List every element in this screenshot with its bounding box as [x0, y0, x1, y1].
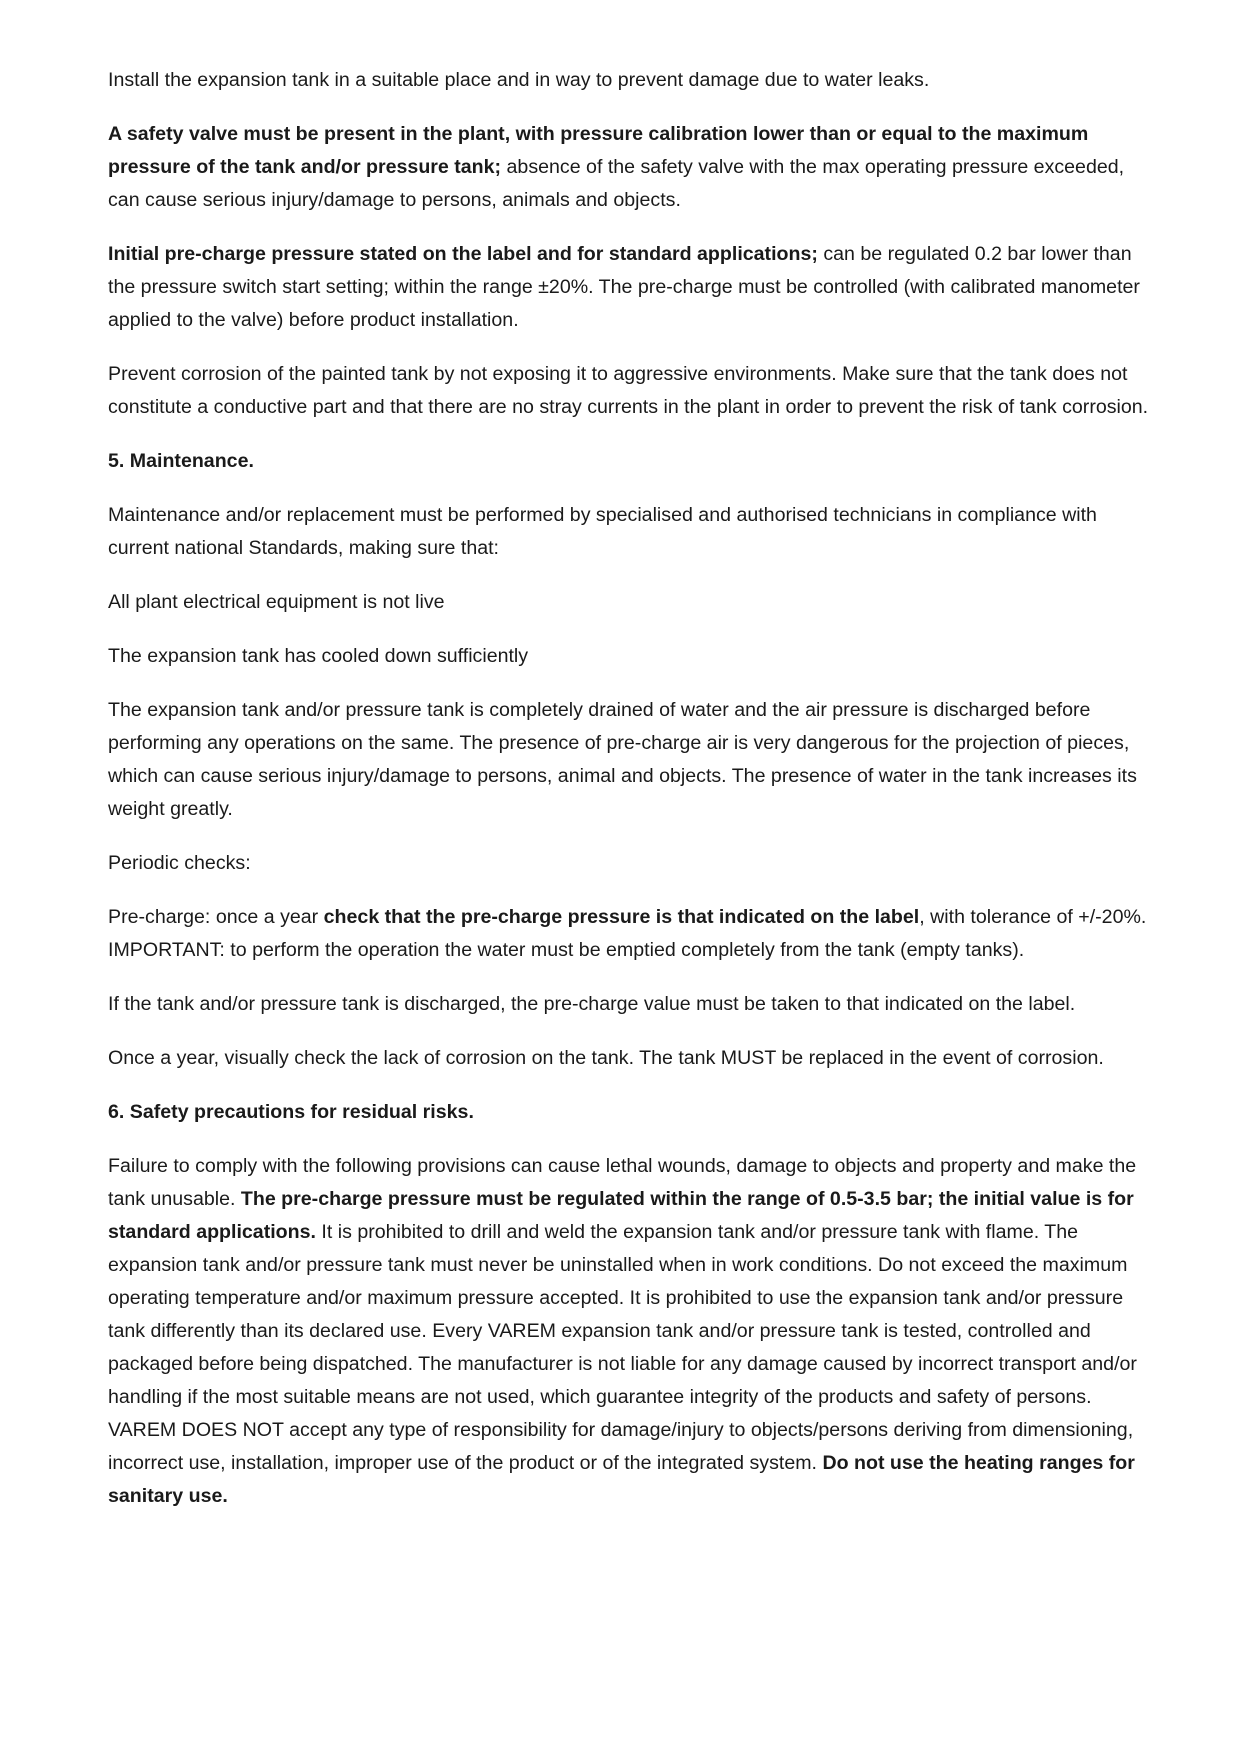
residual-risks-lead: Failure to comply with the following provisions can cause lethal wounds, damage to objects and property and make the tank unusable. [108, 1155, 1137, 1210]
paragraph-visual-check: Once a year, visually check the lack of corrosion on the tank. The tank MUST be replaced in the event of corrosion. [108, 1047, 1104, 1069]
paragraph-periodic-checks: Periodic checks: [108, 852, 251, 874]
precharge-check-lead: Pre-charge: once a year [108, 906, 324, 928]
precharge-check-emphasis: check that the pre-charge pressure is that indicated on the label [323, 906, 920, 928]
residual-risks-text: It is prohibited to drill and weld the expansion tank and/or pressure tank with flame. The expansion tank and/or pressure tank must never be uninstalled when in work conditions. Do not exceed the maximum operating temperature and/or maximum pressure accepted. It is prohibited to use the expansion tank and/or pressure tank differently than its declared use. Every VAREM expansion tank and/or pressure tank is tested, controlled and packaged before being dispatched. The manufacturer is not liable for any damage caused by incorrect transport and/or handling if the most suitable means are not used, which guarantee integrity of the products and safety of persons. VAREM DOES NOT accept any type of responsibility for damage/injury to objects/persons deriving from dimensioning, incorrect use, installation, improper use of the product or of the integrated system. [108, 1221, 1137, 1474]
paragraph-residual-risks [108, 1150, 1150, 1513]
paragraph-cooled: The expansion tank has cooled down sufficiently [108, 645, 529, 667]
document-page [108, 64, 1150, 1534]
safety-valve-emphasis: A safety valve must be present in the plant, with pressure calibration lower than or equal to the maximum pressure of the tank and/or pressure tank; [108, 123, 1089, 178]
precharge-emphasis: Initial pre-charge pressure stated on the label and for standard applications; [108, 243, 818, 265]
paragraph-electrical: All plant electrical equipment is not live [108, 591, 445, 613]
paragraph-corrosion: Prevent corrosion of the painted tank by not exposing it to aggressive environments. Make sure that the tank does not constitute a conductive part and that there are no stray currents in the plant in order to prevent the risk of tank corrosion. [108, 363, 1149, 418]
precharge-text: can be regulated 0.2 bar lower than the pressure switch start setting; within the range ±20%. The pre-charge must be controlled (with calibrated manometer applied to the valve) before product installation. [108, 243, 1140, 331]
paragraph-installation: Install the expansion tank in a suitable place and in way to prevent damage due to water leaks. [108, 69, 930, 91]
paragraph-precharge-check [108, 901, 1150, 967]
paragraph-safety-valve [108, 118, 1150, 217]
residual-risks-emphasis-range: The pre-charge pressure must be regulated within the range of 0.5-3.5 bar; the initial value is for standard applications. [108, 1188, 1134, 1243]
paragraph-drained: The expansion tank and/or pressure tank is completely drained of water and the air pressure is discharged before performing any operations on the same. The presence of pre-charge air is very dangerous for the projection of pieces, which can cause serious injury/damage to persons, animal and objects. The presence of water in the tank increases its weight greatly. [108, 699, 1137, 820]
precharge-check-text: , with tolerance of +/-20%. IMPORTANT: to perform the operation the water must be emptied completely from the tank (empty tanks). [108, 906, 1147, 961]
section-heading-maintenance: 5. Maintenance. [108, 450, 254, 472]
paragraph-discharged: If the tank and/or pressure tank is discharged, the pre-charge value must be taken to that indicated on the label. [108, 993, 1076, 1015]
paragraph-precharge [108, 238, 1150, 337]
section-heading-safety: 6. Safety precautions for residual risks. [108, 1101, 474, 1123]
safety-valve-text: absence of the safety valve with the max operating pressure exceeded, can cause serious injury/damage to persons, animals and objects. [108, 156, 1125, 211]
paragraph-maintenance-intro: Maintenance and/or replacement must be performed by specialised and authorised technicians in compliance with current national Standards, making sure that: [108, 504, 1097, 559]
residual-risks-emphasis-sanitary: Do not use the heating ranges for sanitary use. [108, 1452, 1135, 1507]
